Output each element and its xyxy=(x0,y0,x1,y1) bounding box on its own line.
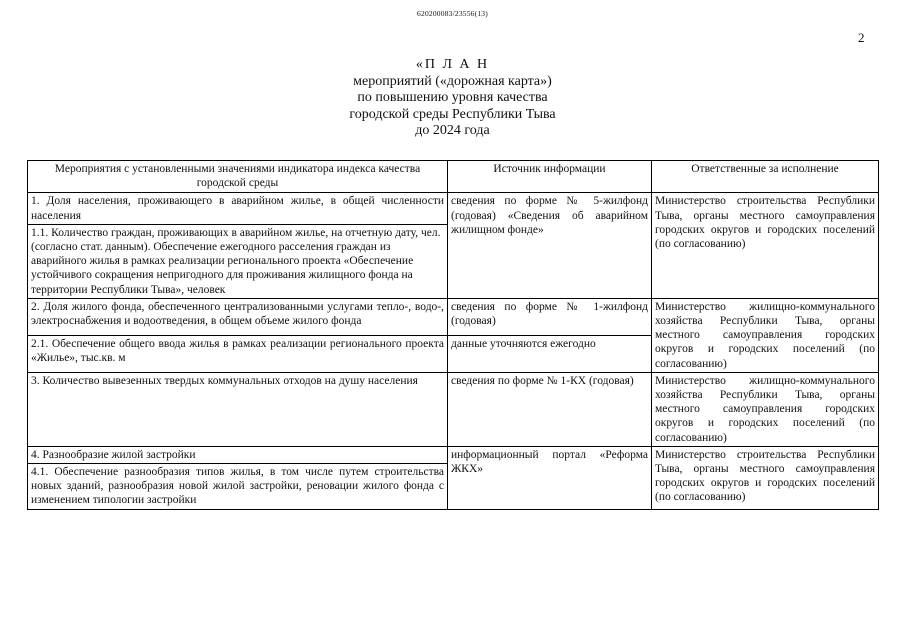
plan-table xyxy=(27,160,879,510)
header-measures: Мероприятия с установленными значениями индикатора индекса качества городской среды xyxy=(28,161,448,193)
measure-cell: 2. Доля жилого фонда, обеспеченного централизованными услугами тепло-, водо-, электроснабжения и водоотведения, в общем объеме жилого фонда xyxy=(28,298,448,335)
title-plan: «П Л А Н xyxy=(415,57,490,72)
header-responsible: Ответственные за исполнение xyxy=(652,161,879,193)
source-cell: сведения по форме № 1-КХ (годовая) xyxy=(448,372,652,446)
table-row xyxy=(28,193,879,224)
table-header-row xyxy=(28,161,879,193)
table-row xyxy=(28,446,879,463)
source-cell: сведения по форме № 1-жилфонд (годовая) xyxy=(448,298,652,335)
title-line-4: городской среды Республики Тыва xyxy=(349,106,556,122)
table-row xyxy=(28,298,879,335)
title-line-2: мероприятий («дорожная карта») xyxy=(353,73,552,89)
source-cell: сведения по форме № 5-жилфонд (годовая) «Сведения об аварийном жилищном фонде» xyxy=(448,193,652,298)
responsible-cell: Министерство строительства Республики Тыва, органы местного самоуправления городских округов и городских поселений (по согласованию) xyxy=(652,446,879,509)
responsible-cell: Министерство жилищно-коммунального хозяйства Республики Тыва, органы местного самоуправления городских округов и городских поселений (по согласованию) xyxy=(652,298,879,372)
responsible-cell: Министерство жилищно-коммунального хозяйства Республики Тыва, органы местного самоуправления городских округов и городских поселений (по согласованию) xyxy=(652,372,879,446)
title-line-3: по повышению уровня качества xyxy=(357,90,548,105)
measure-cell: 3. Количество вывезенных твердых коммунальных отходов на душу населения xyxy=(28,372,448,446)
table-row xyxy=(28,372,879,446)
measure-cell: 2.1. Обеспечение общего ввода жилья в рамках реализации регионального проекта «Жилье», тыс.кв. м xyxy=(28,335,448,372)
measure-cell: 1. Доля населения, проживающего в аварийном жилье, в общей численности населения xyxy=(28,193,448,224)
page-number: 2 xyxy=(858,30,865,45)
header-source: Источник информации xyxy=(448,161,652,193)
source-cell: данные уточняются ежегодно xyxy=(448,335,652,372)
responsible-cell: Министерство строительства Республики Тыва, органы местного самоуправления городских округов и городских поселений (по согласованию) xyxy=(652,193,879,298)
source-cell: информационный портал «Реформа ЖКХ» xyxy=(448,446,652,509)
document-id: 620200083/23556(13) xyxy=(417,9,488,18)
measure-cell: 4. Разнообразие жилой застройки xyxy=(28,446,448,463)
document-title xyxy=(200,57,705,140)
title-line-5: до 2024 года xyxy=(415,123,490,138)
measure-cell: 1.1. Количество граждан, проживающих в аварийном жилье, на отчетную дату, чел. (согласно стат. данным). Обеспечение ежегодного расселения граждан из аварийного жилья в рамках реализации регионального проекта «Обеспечение устойчивого сокращения непригодного для проживания жилищного фонда на территории Республики Тыва», человек xyxy=(28,224,448,298)
measure-cell: 4.1. Обеспечение разнообразия типов жилья, в том числе путем строительства новых зданий, разнообразия новой жилой застройки, реновации жилого фонда с изменением типологии застройки xyxy=(28,464,448,510)
